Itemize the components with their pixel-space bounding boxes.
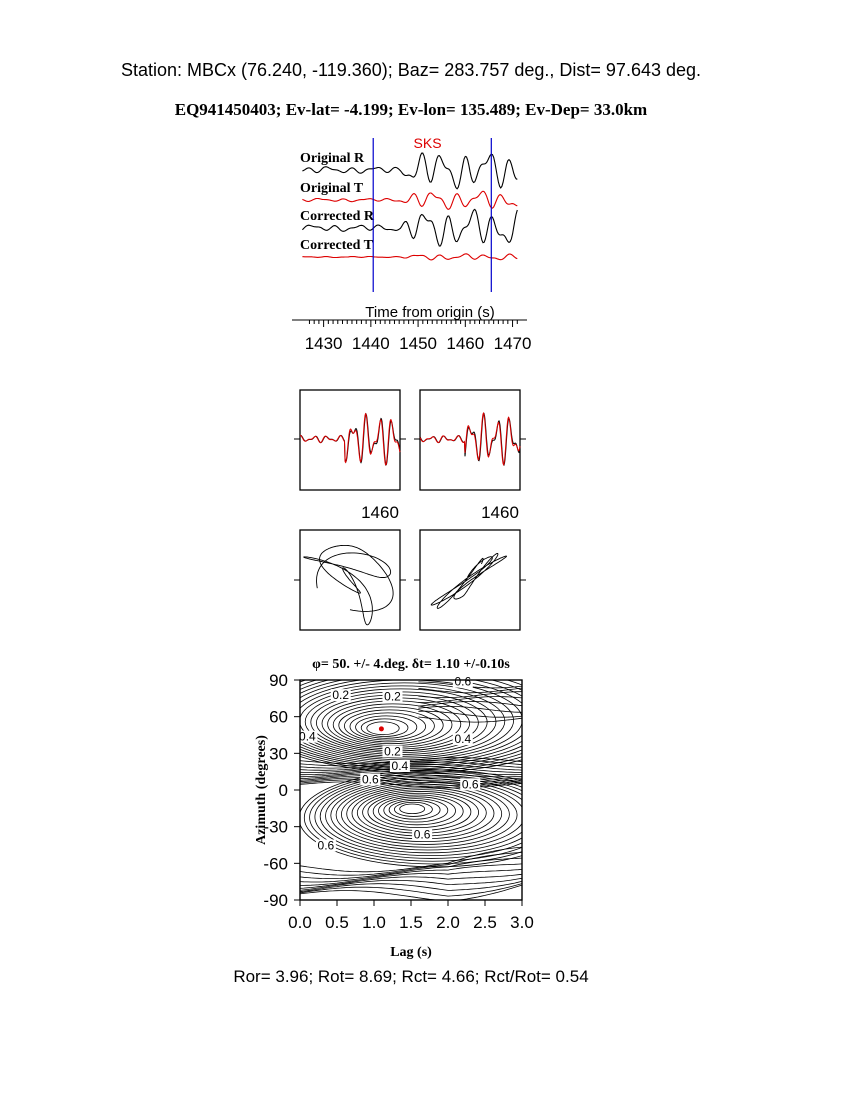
azimuth-tick-label: 90: [269, 671, 288, 690]
station-info: Station: MBCx (76.240, -119.360); Baz= 283.757 deg., Dist= 97.643 deg.: [120, 60, 702, 80]
azimuth-tick-label: -60: [263, 854, 288, 874]
seismogram-tick-label: 1460: [446, 334, 485, 353]
contour-label: 0.6: [317, 838, 335, 853]
lag-tick-label: 1.5: [399, 913, 423, 932]
seismogram-tick-label: 1430: [304, 334, 343, 353]
contour-label: 0.4: [391, 759, 409, 773]
trace-label-original-t: Original T: [300, 181, 364, 196]
splitting-parameters-title: φ= 50. +/- 4.deg. δt= 1.10 +/-0.10s: [312, 657, 510, 672]
event-info: EQ941450403; Ev-lat= -4.199; Ev-lon= 135.489; Ev-Dep= 33.0km: [174, 100, 648, 119]
overlay-tick-label: 1460: [361, 503, 399, 522]
ratios-info: Ror= 3.96; Rot= 8.69; Rct= 4.66; Rct/Rot= 0.54: [233, 967, 589, 986]
lag-tick-label: 1.0: [362, 913, 386, 932]
contour-label: 0.4: [454, 732, 472, 747]
contour-label: 0.2: [384, 689, 401, 704]
trace-label-original-r: Original R: [300, 151, 365, 166]
contour-label: 0.2: [384, 744, 401, 759]
contour-label: 0.2: [332, 688, 350, 703]
lag-tick-label: 2.5: [473, 913, 497, 932]
seismogram-x-axis-label: Time from origin (s): [365, 304, 495, 321]
seismogram-tick-label: 1450: [399, 334, 437, 353]
contour-label: 0.6: [361, 772, 379, 787]
contour-label: 0.6: [461, 777, 479, 792]
best-fit-marker: [379, 726, 384, 731]
contour-label: 0.6: [454, 674, 472, 689]
azimuth-axis-label: Azimuth (degrees): [254, 735, 269, 845]
lag-tick-label: 0.0: [288, 913, 312, 932]
lag-tick-label: 2.0: [436, 913, 460, 932]
trace-label-corrected-t: Corrected T: [300, 238, 373, 253]
lag-tick-label: 0.5: [325, 913, 349, 932]
azimuth-tick-label: -30: [263, 817, 288, 837]
azimuth-tick-label: 0: [278, 781, 288, 800]
seismogram-tick-label: 1440: [351, 334, 390, 353]
phase-label-sks: SKS: [413, 135, 442, 151]
seismogram-tick-label: 1470: [493, 334, 532, 353]
overlay-tick-label: 1460: [481, 503, 519, 522]
lag-axis-label: Lag (s): [390, 945, 432, 960]
contour-label: 0.4: [299, 729, 316, 744]
azimuth-tick-label: 30: [269, 744, 288, 764]
lag-tick-label: 3.0: [510, 913, 534, 932]
azimuth-tick-label: 60: [269, 707, 288, 727]
contour-label: 0.6: [413, 827, 431, 842]
trace-label-corrected-r: Corrected R: [300, 209, 374, 224]
azimuth-tick-label: -90: [263, 891, 288, 910]
